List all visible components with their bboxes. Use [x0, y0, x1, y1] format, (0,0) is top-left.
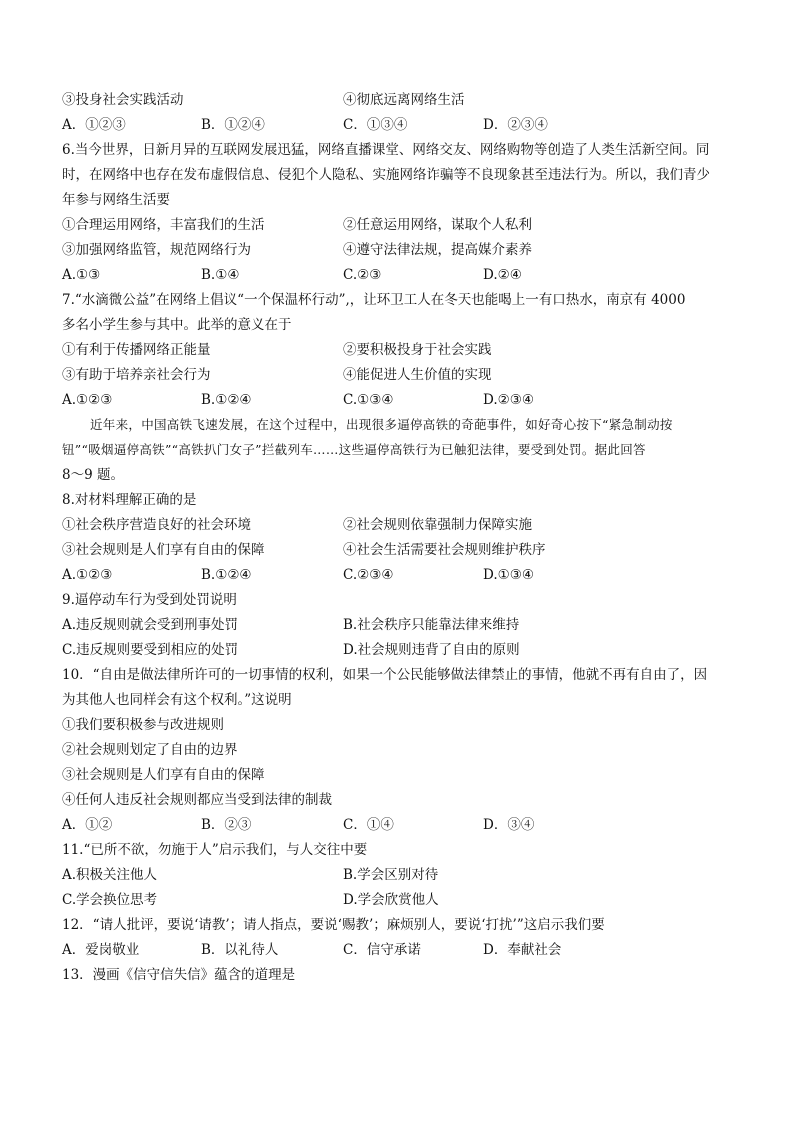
choice-a: A．爱岗敬业: [62, 942, 140, 958]
option-1: ①我们要积极参与改进规则: [62, 717, 224, 733]
option-4: ④任何人违反社会规则都应当受到法律的制裁: [62, 792, 332, 808]
question-7-text: 7.“水滴微公益”在网络上倡议“一个保温杯行动”,，让环卫工人在冬天也能喝上一有口热水，南京有 4000: [62, 292, 686, 308]
question-6-text: 6.当今世界，日新月异的互联网发展迅猛，网络直播课堂、网络交友、网络购物等创造了人类生活新空间。同: [62, 142, 710, 158]
choice-b: B.学会区别对待: [343, 867, 439, 883]
choice-b: B.①②④: [201, 567, 252, 583]
choice-b: B．②③: [201, 817, 252, 833]
choice-c: C.②③: [343, 267, 382, 283]
choice-c: C．信守承诺: [343, 942, 421, 958]
choice-d: D.学会欣赏他人: [343, 892, 439, 908]
option-1: ①社会秩序营造良好的社会环境: [62, 517, 251, 533]
option-4: ④社会生活需要社会规则维护秩序: [343, 542, 546, 558]
option-1: ①有利于传播网络正能量: [62, 342, 211, 358]
choice-d: D.②④: [483, 267, 522, 283]
choice-a: A.①②③: [62, 567, 113, 583]
choice-d: D．③④: [483, 817, 535, 833]
choice-a: A．①②: [62, 817, 113, 833]
choice-d: D．②③④: [483, 117, 548, 133]
option-3: ③社会规则是人们享有自由的保障: [62, 767, 265, 783]
choice-d: D.①③④: [483, 567, 534, 583]
option-2: ②任意运用网络，谋取个人私利: [343, 217, 532, 233]
question-12-text: 12．“请人批评，要说‘请教’；请人指点，要说‘赐教’；麻烦别人，要说‘打扰’”这启示我们要: [62, 917, 605, 933]
option-2: ②社会规则依靠强制力保障实施: [343, 517, 532, 533]
question-8-text: 8.对材料理解正确的是: [62, 492, 197, 508]
option-2: ②社会规则划定了自由的边界: [62, 742, 238, 758]
option-2: ②要积极投身于社会实践: [343, 342, 492, 358]
choice-b: B．以礼待人: [201, 942, 279, 958]
question-10-text: 为其他人也同样会有这个权利。”这说明: [62, 692, 292, 708]
choice-a: A.积极关注他人: [62, 867, 158, 883]
question-10-text: 10．“自由是做法律所许可的一切事情的权利，如果一个公民能够做法律禁止的事情，他就不再有自由了，因: [62, 667, 708, 683]
question-11-text: 11.“已所不欲，勿施于人”启示我们，与人交往中要: [62, 842, 368, 858]
choice-d: D．奉献社会: [483, 942, 562, 958]
choice-c: C.学会换位思考: [62, 892, 158, 908]
option-3: ③投身社会实践活动: [62, 92, 184, 108]
option-4: ④能促进人生价值的实现: [343, 367, 492, 383]
choice-c: C.违反规则要受到相应的处罚: [62, 642, 239, 658]
option-4: ④遵守法律法规，提高媒介素养: [343, 242, 532, 258]
option-1: ①合理运用网络，丰富我们的生活: [62, 217, 265, 233]
choice-c: C．①④: [343, 817, 394, 833]
choice-d: D.社会规则违背了自由的原则: [343, 642, 520, 658]
question-7-text: 多名小学生参与其中。此举的意义在于: [62, 317, 292, 333]
choice-b: B．①②④: [201, 117, 265, 133]
option-3: ③有助于培养亲社会行为: [62, 367, 211, 383]
choice-c: C．①③④: [343, 117, 408, 133]
choice-c: C.②③④: [343, 567, 394, 583]
material-text: 近年来，中国高铁飞速发展，在这个过程中，出现很多逼停高铁的奇葩事件，如好奇心按下“紧急制动按: [90, 417, 673, 432]
question-9-text: 9.逼停动车行为受到处罚说明: [62, 592, 237, 608]
question-6-text: 年参与网络生活要: [62, 192, 170, 208]
choice-b: B.社会秩序只能靠法律来维持: [343, 617, 520, 633]
option-3: ③社会规则是人们享有自由的保障: [62, 542, 265, 558]
choice-d: D.②③④: [483, 392, 534, 408]
material-text: 钮”“吸烟逼停高铁”“高铁扒门女子”拦截列车……这些逼停高铁行为已触犯法律，要受到处罚。据此回答: [62, 442, 646, 457]
question-6-text: 时，在网络中也存在发布虚假信息、侵犯个人隐私、实施网络诈骗等不良现象甚至违法行为。所以，我们青少: [62, 167, 710, 183]
choice-c: C.①③④: [343, 392, 394, 408]
choice-a: A.违反规则就会受到刑事处罚: [62, 617, 239, 633]
choice-a: A．①②③: [62, 117, 126, 133]
choice-b: B.①④: [201, 267, 240, 283]
choice-b: B.①②④: [201, 392, 252, 408]
choice-a: A.①③: [62, 267, 101, 283]
option-4: ④彻底远离网络生活: [343, 92, 465, 108]
material-text: 8～9 题。: [62, 467, 124, 483]
option-3: ③加强网络监管，规范网络行为: [62, 242, 251, 258]
question-13-text: 13．漫画《信守信失信》蕴含的道理是: [62, 967, 296, 983]
choice-a: A.①②③: [62, 392, 113, 408]
